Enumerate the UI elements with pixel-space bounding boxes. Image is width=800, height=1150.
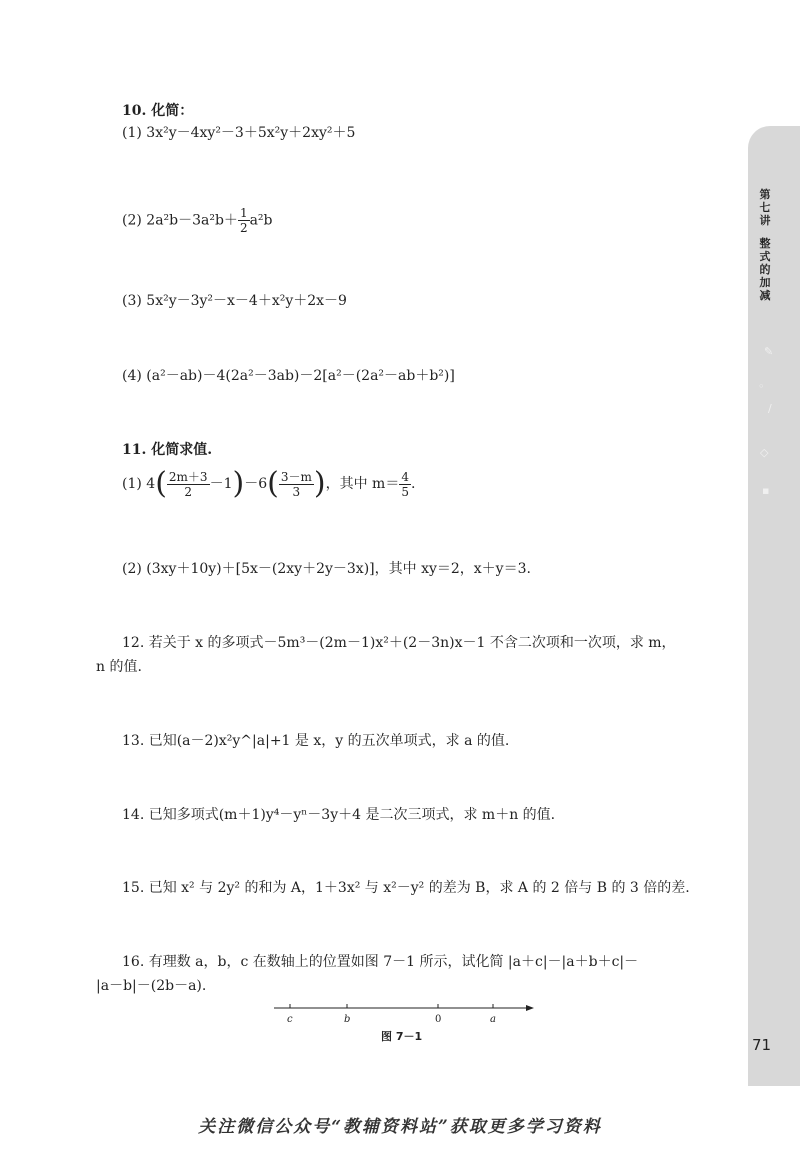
q10-part1: (1) 3x²y－4xy²－3＋5x²y＋2xy²＋5 xyxy=(122,125,356,141)
q10-part2: (2) 2a²b－3a²b＋ $\frac{1}{2}$ a²b xyxy=(122,206,273,235)
q10-heading: 10. 化简： xyxy=(122,103,194,119)
sidebar-decoration-icon: ✎ xyxy=(764,345,774,358)
figure-caption: 图 7－1 xyxy=(381,1030,423,1043)
q12-line1: 12. 若关于 x 的多项式－5m³－(2m－1)x²＋(2－3n)x－1 不含二次项和一次项，求 m， xyxy=(122,635,676,651)
footer-watermark: 关注微信公众号“教辅资料站”获取更多学习资料 xyxy=(198,1117,602,1137)
sidebar-decoration-icon: ∕ xyxy=(768,402,772,415)
q11-heading: 11. 化简求值. xyxy=(122,442,213,458)
chapter-sidebar xyxy=(748,126,800,1086)
q15: 15. 已知 x² 与 2y² 的和为 A，1＋3x² 与 x²－y² 的差为 B，求 A 的 2 倍与 B 的 3 倍的差. xyxy=(122,880,690,896)
q16-line2: |a－b|－(2b－a). xyxy=(96,978,207,994)
tick-label-c: c xyxy=(287,1014,293,1025)
page-number: 71 xyxy=(752,1036,772,1054)
q11-part1: (1) 4( $\frac{2m+3}{2}$ －1)－6( $\frac{3-m}{3}$ )，其中 m＝ $\frac{4}{5}$ . xyxy=(122,466,416,501)
q10-part4: (4) (a²－ab)－4(2a²－3ab)－2[a²－(2a²－ab＋b²)] xyxy=(122,368,455,384)
arrow-head-icon xyxy=(526,1005,534,1011)
q12-line2: n 的值. xyxy=(96,659,142,675)
q10-part3: (3) 5x²y－3y²－x－4＋x²y＋2x－9 xyxy=(122,293,347,309)
q16-line1: 16. 有理数 a，b，c 在数轴上的位置如图 7－1 所示，试化简 |a＋c|－|a＋b＋c|－ xyxy=(122,954,639,970)
tick-label-0: 0 xyxy=(435,1014,442,1025)
tick-label-a: a xyxy=(490,1014,496,1025)
chapter-number: 第七讲 xyxy=(759,188,771,227)
fraction: $\frac{1}{2}$ xyxy=(239,206,248,235)
tick-label-b: b xyxy=(344,1014,351,1025)
chapter-title: 整式的加减 xyxy=(759,237,771,302)
q13: 13. 已知(a－2)x²y^|a|+1 是 x，y 的五次单项式，求 a 的值. xyxy=(122,733,510,749)
q11-part2: (2) (3xy＋10y)＋[5x－(2xy＋2y－3x)]，其中 xy＝2，x＋y＝3. xyxy=(122,561,531,577)
sidebar-decoration-icon: ◇ xyxy=(760,446,769,459)
number-line-figure xyxy=(270,1000,540,1028)
sidebar-decoration-icon: ◦ xyxy=(758,380,765,393)
chapter-label xyxy=(757,188,773,302)
q14: 14. 已知多项式(m＋1)y⁴－yⁿ－3y＋4 是二次三项式，求 m＋n 的值. xyxy=(122,807,556,823)
sidebar-decoration-icon: ▪ xyxy=(762,484,770,497)
